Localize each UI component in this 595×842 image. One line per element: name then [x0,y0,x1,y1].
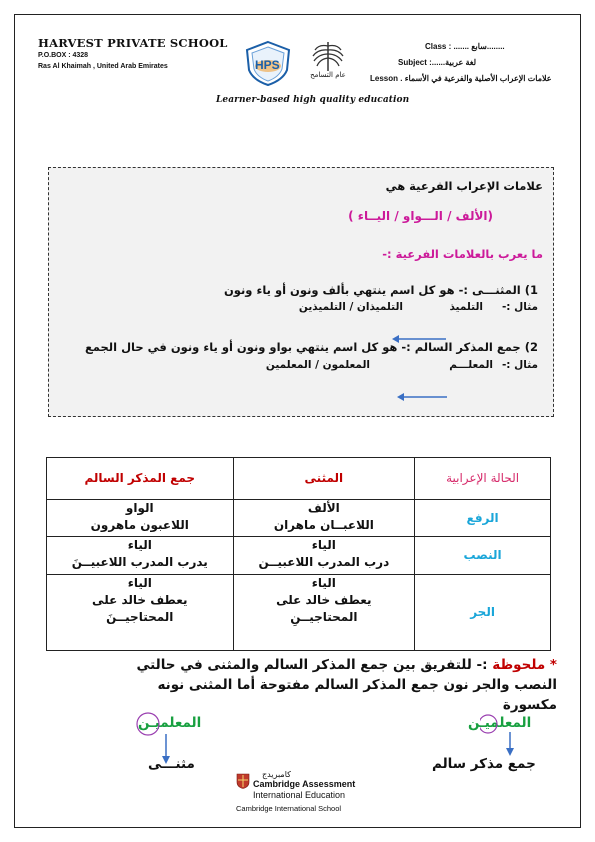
case-label: النصب [463,548,502,562]
example2-label: مثال :- [501,359,538,371]
dual-example-line1: يعطف خالد على [276,593,372,607]
dual-mark: الياء [311,576,336,590]
note-paragraph [37,656,557,675]
plural-mark: الواو [125,501,154,515]
arrow-left-icon [390,333,450,345]
header-plural: جمع المذكر السالم [84,471,196,485]
plural-definition: 2) جمع المذكر السالم :- هو كل اسم ينتهي بواو ونون أو ياء ونون في حال الجمع [84,340,538,354]
right-example-word: المعلميـن [468,715,532,731]
table-row [47,575,551,651]
logo-text: HPS [255,58,280,72]
header-dual: المثنى [304,471,344,485]
example1-word: التلميذ [449,301,483,313]
school-shield-logo [243,40,293,86]
motto: Learner-based high quality education [216,95,410,105]
plural-label: جمع مذكر سالم [432,756,536,772]
cambridge-line2: International Education [253,790,346,800]
dual-example: درب المدرب اللاعبيــن [258,555,390,569]
case-label: الجر [470,605,495,619]
dual-definition: 1) المثنـــى :- هو كل اسم ينتهي بألف ونون أو ياء ونون [223,283,538,297]
note-label: * ملحوظة [492,657,557,673]
arrow-left-icon-2 [395,391,450,403]
case-label: الرفع [466,510,499,525]
circle-arrow-right-icon [480,710,520,760]
lesson-line: Lesson . علامات الإعراب الأصلية والفرعية في الأسماء [370,74,552,83]
po-box: P.O.BOX : 4328 [38,52,89,59]
panel-subtitle: ما يعرب بالعلامات الفرعية :- [382,247,543,261]
table-row [47,537,551,575]
example2-forms: المعلمون / المعلمين [265,359,370,371]
note-text-1: :- للتفريق بين جمع المذكر السالم والمثنى في حالتي [136,657,488,673]
plural-example: اللاعبون ماهرون [90,518,189,532]
marks-line: (الألف / الـــواو / اليــاء ) [348,209,493,223]
tolerance-year-logo [305,38,351,82]
panel-title: علامات الإعراب الفرعية هي [385,179,543,193]
address: Ras Al Khaimah , United Arab Emirates [38,63,168,70]
year-text: عام التسامح [310,71,346,79]
cambridge-line1: Cambridge Assessment [253,779,356,789]
case-table [46,457,551,651]
note-text-3: مكسورة [502,697,557,713]
example1-forms: التلميذان / التلميذين [298,301,403,313]
table-header-row [47,458,551,500]
dual-mark: الياء [311,538,336,552]
plural-example: يدرب المدرب اللاعبيــنَ [71,555,208,569]
plural-mark: الياء [127,538,152,552]
dual-label: مثنـــى [148,756,195,772]
cambridge-school: Cambridge International School [236,804,342,813]
plural-mark: الياء [127,576,152,590]
header-case: الحالة الإعرابية [446,471,520,485]
dual-mark: الألف [307,501,340,515]
left-example-word: المعلميـن [138,715,202,731]
plural-example-line2: المحتاجيــنَ [106,610,174,624]
school-name: HARVEST PRIVATE SCHOOL [38,36,228,50]
example2-word: المعلـــم [449,359,493,371]
dual-example: اللاعبــان ماهران [273,518,374,532]
note-text-2: النصب والجر نون جمع المذكر السالم مفتوحة أما المثنى نونه [157,677,557,693]
subject-line: Subject :......لغة عربية [398,58,477,67]
plural-example-line1: يعطف خالد على [92,593,188,607]
class-line: Class : ....... سابع........ [425,42,505,51]
example1-label: مثال :- [501,301,538,313]
table-row [47,500,551,537]
rules-panel [48,167,554,417]
cambridge-shield-icon [236,773,250,789]
arabic-brand: كامبريدج [262,770,291,779]
dual-example-line2: المحتاجيــنِ [290,610,358,624]
